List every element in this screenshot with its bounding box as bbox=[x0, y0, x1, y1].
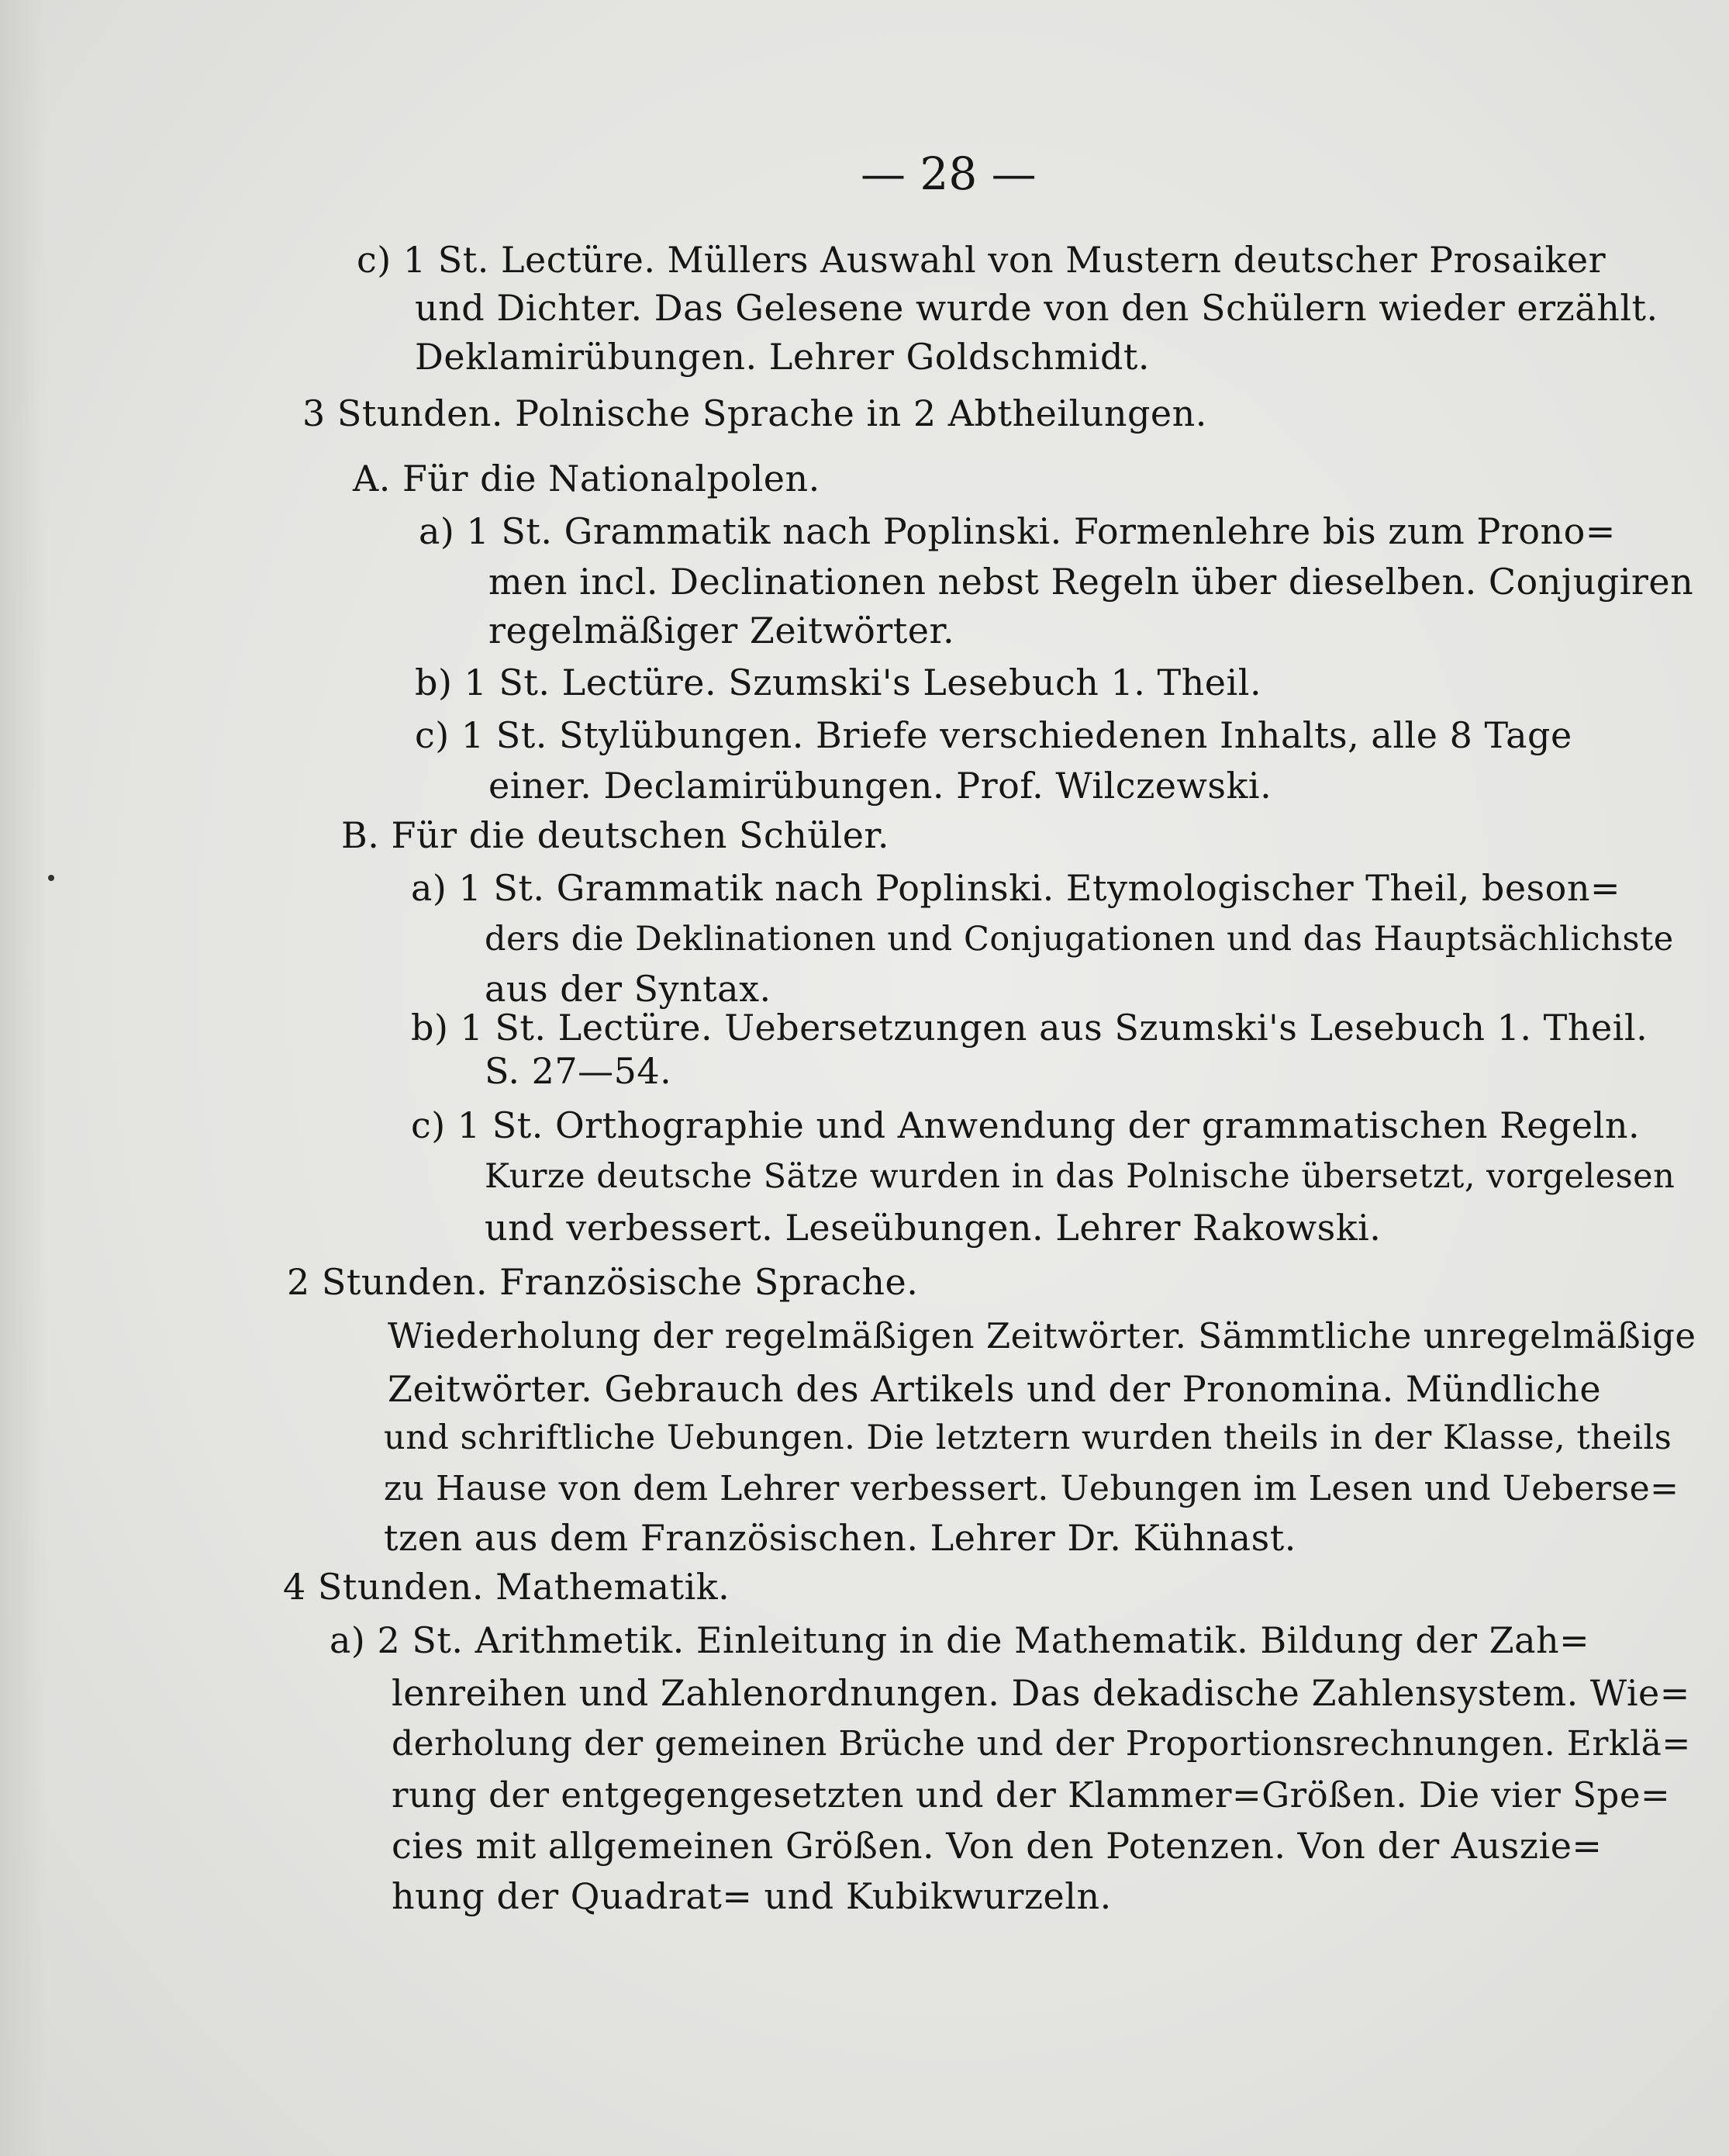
text-line: rung der entgegengesetzten und der Klammer=Größen. Die vier Spe= bbox=[392, 1774, 1671, 1816]
text-line: regelmäßiger Zeitwörter. bbox=[488, 610, 955, 651]
text-line: hung der Quadrat= und Kubikwurzeln. bbox=[392, 1875, 1112, 1917]
text-line: a) 1 St. Grammatik nach Poplinski. Formenlehre bis zum Prono= bbox=[419, 510, 1616, 552]
page-number: — 28 — bbox=[861, 147, 1037, 200]
text-line: ders die Deklinationen und Conjugationen und das Hauptsächlichste bbox=[485, 920, 1674, 959]
text-line: c) 1 St. Orthographie und Anwendung der grammatischen Regeln. bbox=[411, 1104, 1641, 1146]
section-heading: 4 Stunden. Mathematik. bbox=[283, 1566, 730, 1608]
text-line: S. 27—54. bbox=[485, 1050, 672, 1092]
text-line: b) 1 St. Lectüre. Uebersetzungen aus Szumski's Lesebuch 1. Theil. bbox=[411, 1007, 1648, 1049]
subsection-heading: B. Für die deutschen Schüler. bbox=[341, 814, 889, 856]
text-line: derholung der gemeinen Brüche und der Proportionsrechnungen. Erklä= bbox=[392, 1724, 1691, 1764]
text-line: c) 1 St. Stylübungen. Briefe verschiedenen Inhalts, alle 8 Tage bbox=[415, 714, 1572, 756]
text-line: b) 1 St. Lectüre. Szumski's Lesebuch 1. Theil. bbox=[415, 662, 1262, 703]
text-line: Wiederholung der regelmäßigen Zeitwörter. Sämmtliche unregelmäßige bbox=[388, 1315, 1696, 1356]
text-line: c) 1 St. Lectüre. Müllers Auswahl von Mustern deutscher Prosaiker bbox=[357, 239, 1606, 281]
text-line: tzen aus dem Französischen. Lehrer Dr. Kühnast. bbox=[384, 1517, 1296, 1559]
section-heading: 3 Stunden. Polnische Sprache in 2 Abtheilungen. bbox=[302, 392, 1207, 434]
text-line: lenreihen und Zahlenordnungen. Das dekadische Zahlensystem. Wie= bbox=[392, 1672, 1690, 1714]
text-line: Kurze deutsche Sätze wurden in das Polnische übersetzt, vorgelesen bbox=[485, 1157, 1676, 1196]
text-line: zu Hause von dem Lehrer verbessert. Uebungen im Lesen und Ueberse= bbox=[384, 1469, 1679, 1508]
text-line: und verbessert. Leseübungen. Lehrer Rakowski. bbox=[485, 1207, 1382, 1249]
text-line: aus der Syntax. bbox=[485, 968, 771, 1010]
ink-speck bbox=[48, 875, 54, 881]
text-line: einer. Declamirübungen. Prof. Wilczewski. bbox=[488, 765, 1272, 807]
text-line: und schriftliche Uebungen. Die letztern wurden theils in der Klasse, theils bbox=[384, 1418, 1672, 1457]
text-line: men incl. Declinationen nebst Regeln über dieselben. Conjugiren bbox=[488, 561, 1694, 603]
subsection-heading: A. Für die Nationalpolen. bbox=[353, 458, 820, 499]
text-line: Deklamirübungen. Lehrer Goldschmidt. bbox=[415, 336, 1150, 378]
section-heading: 2 Stunden. Französische Sprache. bbox=[287, 1261, 919, 1303]
page-edge-shadow bbox=[0, 0, 47, 2156]
text-line: a) 1 St. Grammatik nach Poplinski. Etymologischer Theil, beson= bbox=[411, 867, 1621, 909]
text-line: Zeitwörter. Gebrauch des Artikels und der Pronomina. Mündliche bbox=[388, 1368, 1602, 1410]
text-line: a) 2 St. Arithmetik. Einleitung in die Mathematik. Bildung der Zah= bbox=[330, 1619, 1590, 1661]
text-line: cies mit allgemeinen Größen. Von den Potenzen. Von der Auszie= bbox=[392, 1825, 1603, 1867]
text-line: und Dichter. Das Gelesene wurde von den Schülern wieder erzählt. bbox=[415, 287, 1658, 329]
